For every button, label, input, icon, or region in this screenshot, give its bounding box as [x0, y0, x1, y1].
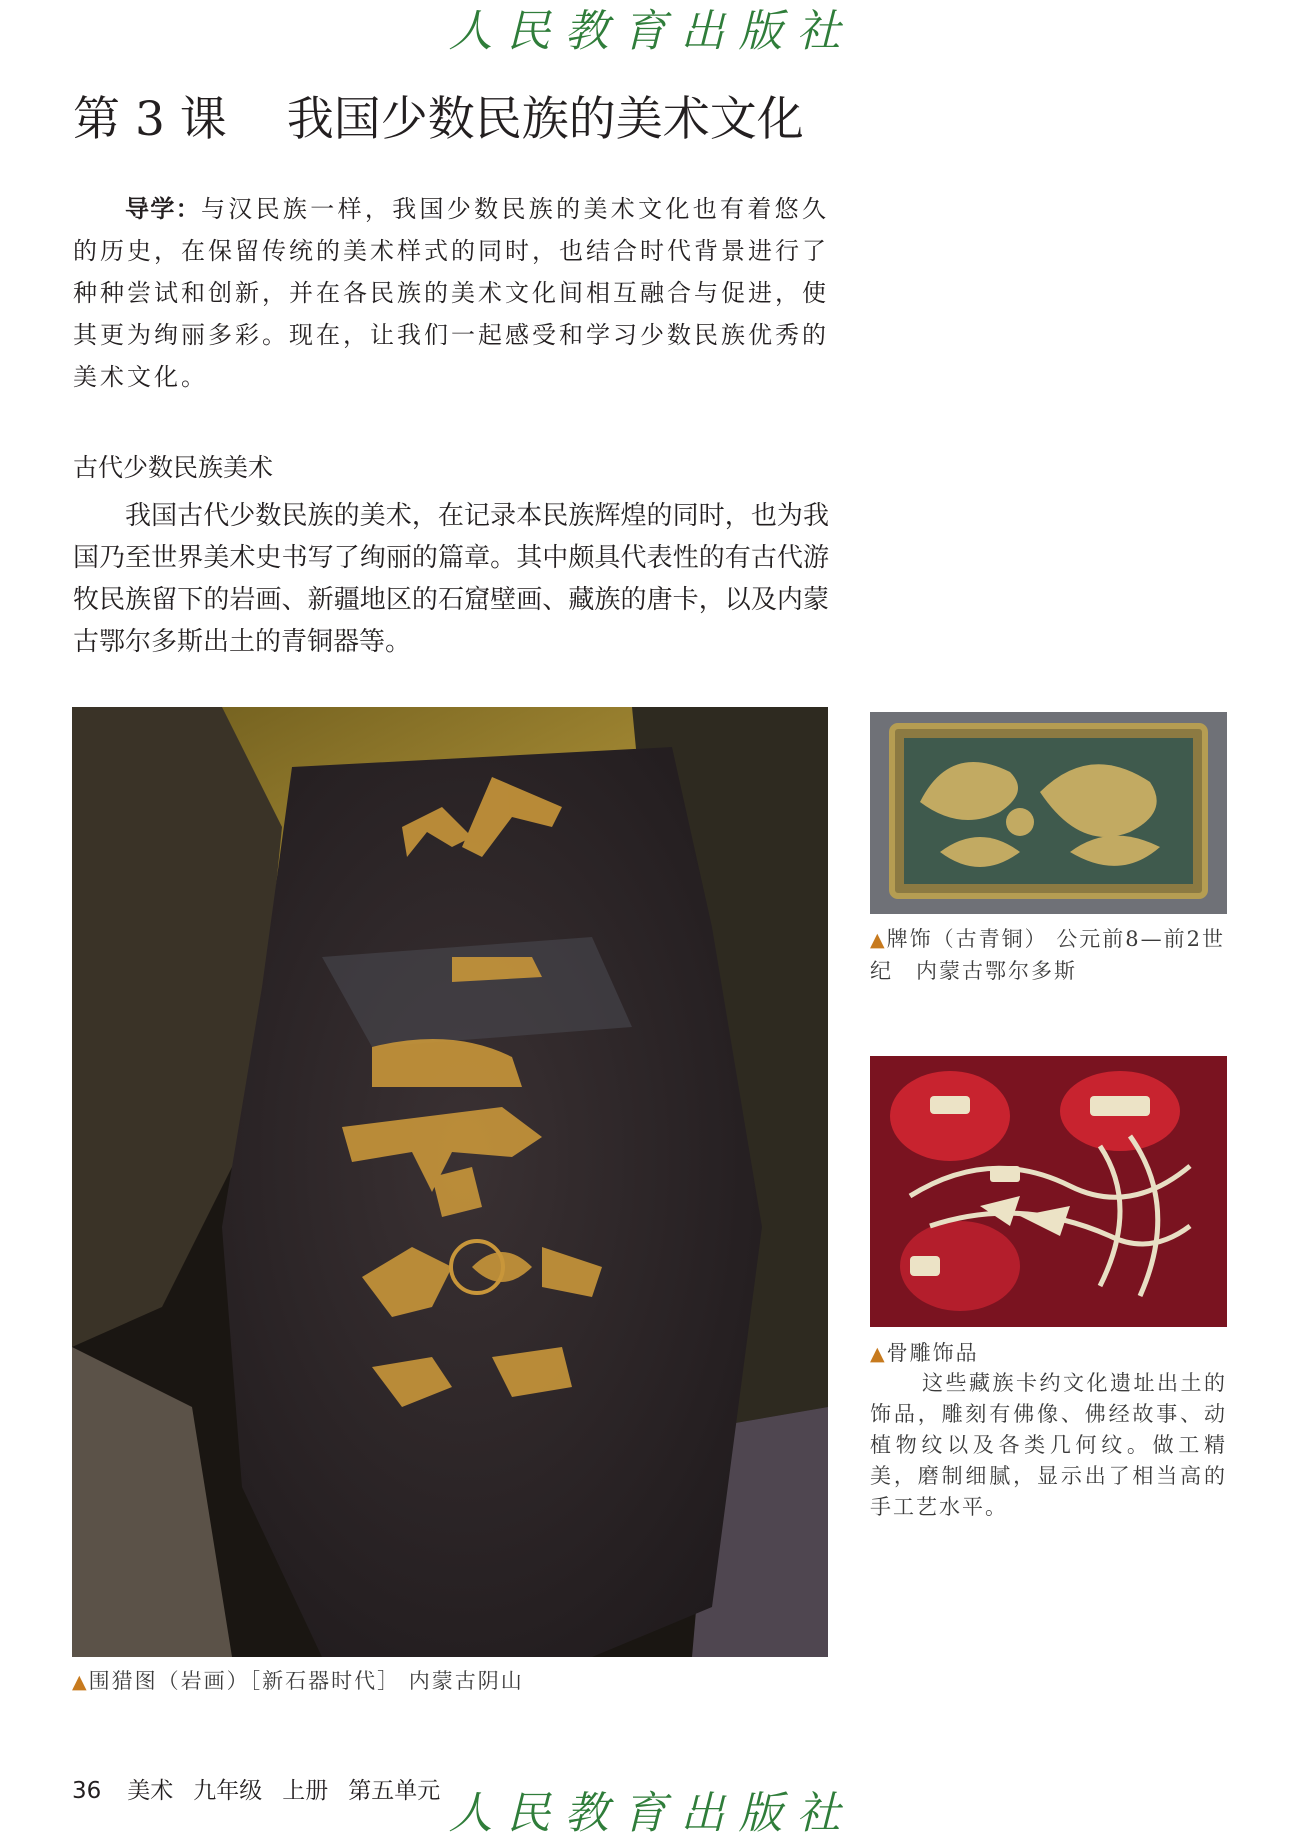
publisher-logo-bottom: 人民教育出版社	[448, 1788, 855, 1839]
page-number: 36	[72, 1778, 102, 1804]
publisher-logo-top: 人民教育出版社	[448, 6, 855, 57]
section-body: 我国古代少数民族的美术，在记录本民族辉煌的同时，也为我国乃至世界美术史书写了绚丽的篇章。其中颇具代表性的有古代游牧民族留下的岩画、新疆地区的石窟壁画、藏族的唐卡，以及内蒙古鄂尔多斯出土的青铜器等。	[73, 501, 829, 657]
footer-grade: 九年级	[193, 1778, 263, 1804]
bone-carving-caption-title	[870, 1338, 979, 1370]
rock-painting-caption	[72, 1666, 524, 1698]
bronze-plaque-caption	[870, 924, 1230, 987]
intro-paragraph	[73, 188, 829, 398]
rock-painting-photo	[72, 707, 828, 1657]
intro-lead: 导学：	[125, 195, 201, 223]
caption-marker-icon: ▲	[72, 1671, 89, 1693]
lesson-name: 我国少数民族的美术文化	[286, 92, 804, 147]
lesson-number: 第 3 课	[73, 92, 227, 147]
bone-carving-photo	[870, 1056, 1227, 1327]
caption-marker-icon: ▲	[870, 929, 887, 951]
footer-subject: 美术	[127, 1778, 174, 1804]
lesson-title	[73, 84, 804, 156]
bronze-plaque-photo	[870, 712, 1227, 914]
footer-unit: 第五单元	[348, 1778, 441, 1804]
bone-carving-caption-text: 这些藏族卡约文化遗址出土的饰品，雕刻有佛像、佛经故事、动植物纹以及各类几何纹。做工精美，磨制细腻，显示出了相当高的手工艺水平。	[870, 1371, 1227, 1519]
rock-caption-text: 围猎图（岩画）［新石器时代］ 内蒙古阴山	[88, 1669, 524, 1693]
footer-volume: 上册	[282, 1778, 329, 1804]
caption-marker-icon: ▲	[870, 1343, 887, 1365]
intro-text: 与汉民族一样，我国少数民族的美术文化也有着悠久的历史，在保留传统的美术样式的同时，也结合时代背景进行了种种尝试和创新，并在各民族的美术文化间相互融合与促进，使其更为绚丽多彩。现在，让我们一起感受和学习少数民族优秀的美术文化。	[73, 195, 830, 391]
plaque-caption-text: 牌饰（古青铜） 公元前8—前2世纪 内蒙古鄂尔多斯	[870, 927, 1226, 983]
bone-caption-title-text: 骨雕饰品	[886, 1341, 979, 1365]
section-heading: 古代少数民族美术	[73, 453, 274, 482]
